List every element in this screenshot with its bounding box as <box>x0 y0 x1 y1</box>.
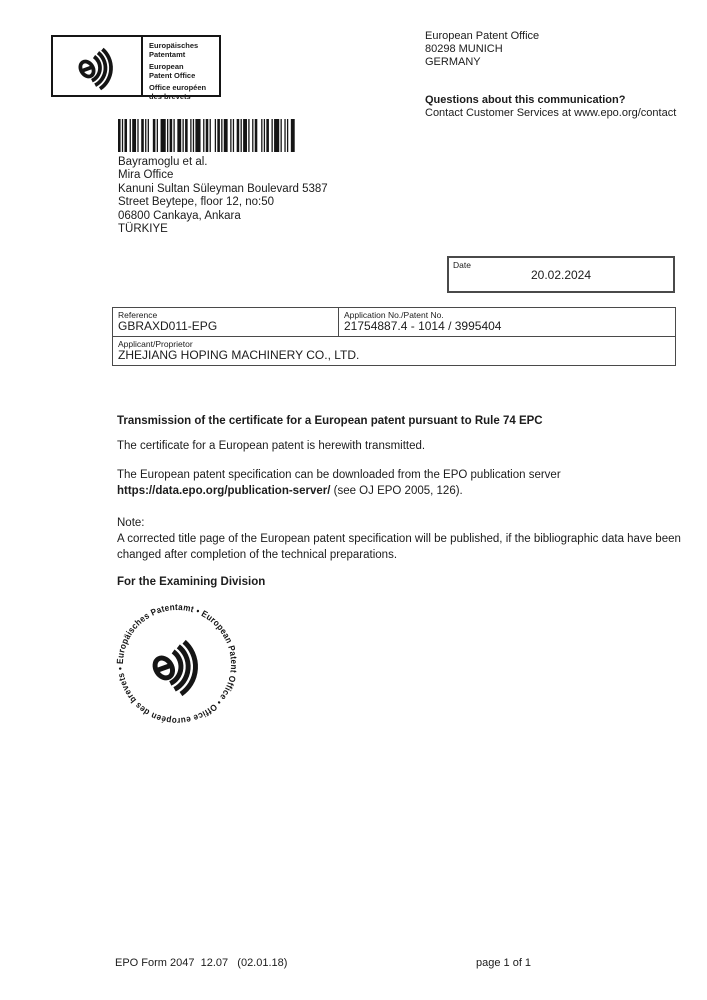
recipient-line: 06800 Cankaya, Ankara <box>118 209 241 222</box>
paragraph-2-rest: (see OJ EPO 2005, 126). <box>330 484 463 497</box>
epo-logo-text <box>143 37 219 101</box>
seal-logo-icon <box>151 642 195 694</box>
applicant-cell <box>113 337 675 365</box>
sender-address <box>425 30 539 69</box>
publication-server-url: https://data.epo.org/publication-server/ <box>117 484 331 497</box>
applicant-label: Applicant/Proprietor <box>118 339 193 349</box>
barcode <box>118 119 296 152</box>
epo-header-logo-box <box>51 35 221 101</box>
logo-line-fr-1: Office européen <box>149 83 207 92</box>
footer-form-number: EPO Form 2047 12.07 (02.01.18) <box>115 957 288 969</box>
recipient-line: Bayramoglu et al. <box>118 156 208 168</box>
note-label: Note: <box>117 517 145 529</box>
recipient-line: Mira Office <box>118 169 174 182</box>
paragraph-2-text: The European patent specification can be downloaded from the EPO publication server <box>117 469 561 481</box>
logo-line-de-1: Europäisches <box>149 41 199 50</box>
letter-title: Transmission of the certificate for a European patent pursuant to Rule 74 EPC <box>117 415 543 427</box>
contact-body: Contact Customer Services at www.epo.org/contact <box>425 107 677 119</box>
recipient-line: Street Beytepe, floor 12, no:50 <box>118 196 274 209</box>
application-value: 21754887.4 - 1014 / 3995404 <box>344 319 502 333</box>
date-label: Date <box>453 260 471 270</box>
logo-line-en-1: European <box>149 62 184 71</box>
seal-ring-text: Europäisches Patentamt • European Patent Office • Office européen des brevets • <box>114 601 240 727</box>
date-box <box>447 256 675 293</box>
contact-block <box>425 94 676 120</box>
date-value: 20.02.2024 <box>530 268 592 282</box>
application-cell <box>339 308 675 336</box>
reference-cell <box>113 308 339 336</box>
logo-line-de-2: Patentamt <box>149 49 186 59</box>
recipient-line: Kanuni Sultan Süleyman Boulevard 5387 <box>118 182 328 195</box>
reference-label: Reference <box>118 310 158 320</box>
signoff-examining-division: For the Examining Division <box>117 576 266 588</box>
note-text: A corrected title page of the European patent specification will be published, if the bibliographic data have been changed after completion of the technical preparations. <box>117 533 681 561</box>
reference-value: GBRAXD011-EPG <box>118 319 218 333</box>
letter-paragraph-1: The certificate for a European patent is herewith transmitted. <box>117 440 426 452</box>
info-table-row-1 <box>113 308 675 337</box>
epo-logo-icon <box>53 37 143 95</box>
svg-text:Europäisches Patentamt • Europ <box>115 602 239 726</box>
sender-line-2: 80298 MUNICH <box>425 43 503 55</box>
letter-paragraph-2 <box>117 468 683 499</box>
application-label: Application No./Patent No. <box>344 310 444 320</box>
recipient-address <box>118 156 328 236</box>
epo-seal-stamp <box>112 599 242 729</box>
logo-line-en-2: Patent Office <box>149 70 196 80</box>
sender-line-1: European Patent Office <box>425 30 540 42</box>
note-block <box>117 515 689 563</box>
applicant-value: ZHEJIANG HOPING MACHINERY CO., LTD. <box>118 348 360 362</box>
logo-line-fr-2: des brevets <box>149 91 191 101</box>
info-table <box>112 307 676 366</box>
recipient-line: TÜRKIYE <box>118 223 168 236</box>
footer-page-number: page 1 of 1 <box>476 957 532 969</box>
contact-heading: Questions about this communication? <box>425 94 626 106</box>
sender-line-3: GERMANY <box>425 56 481 68</box>
